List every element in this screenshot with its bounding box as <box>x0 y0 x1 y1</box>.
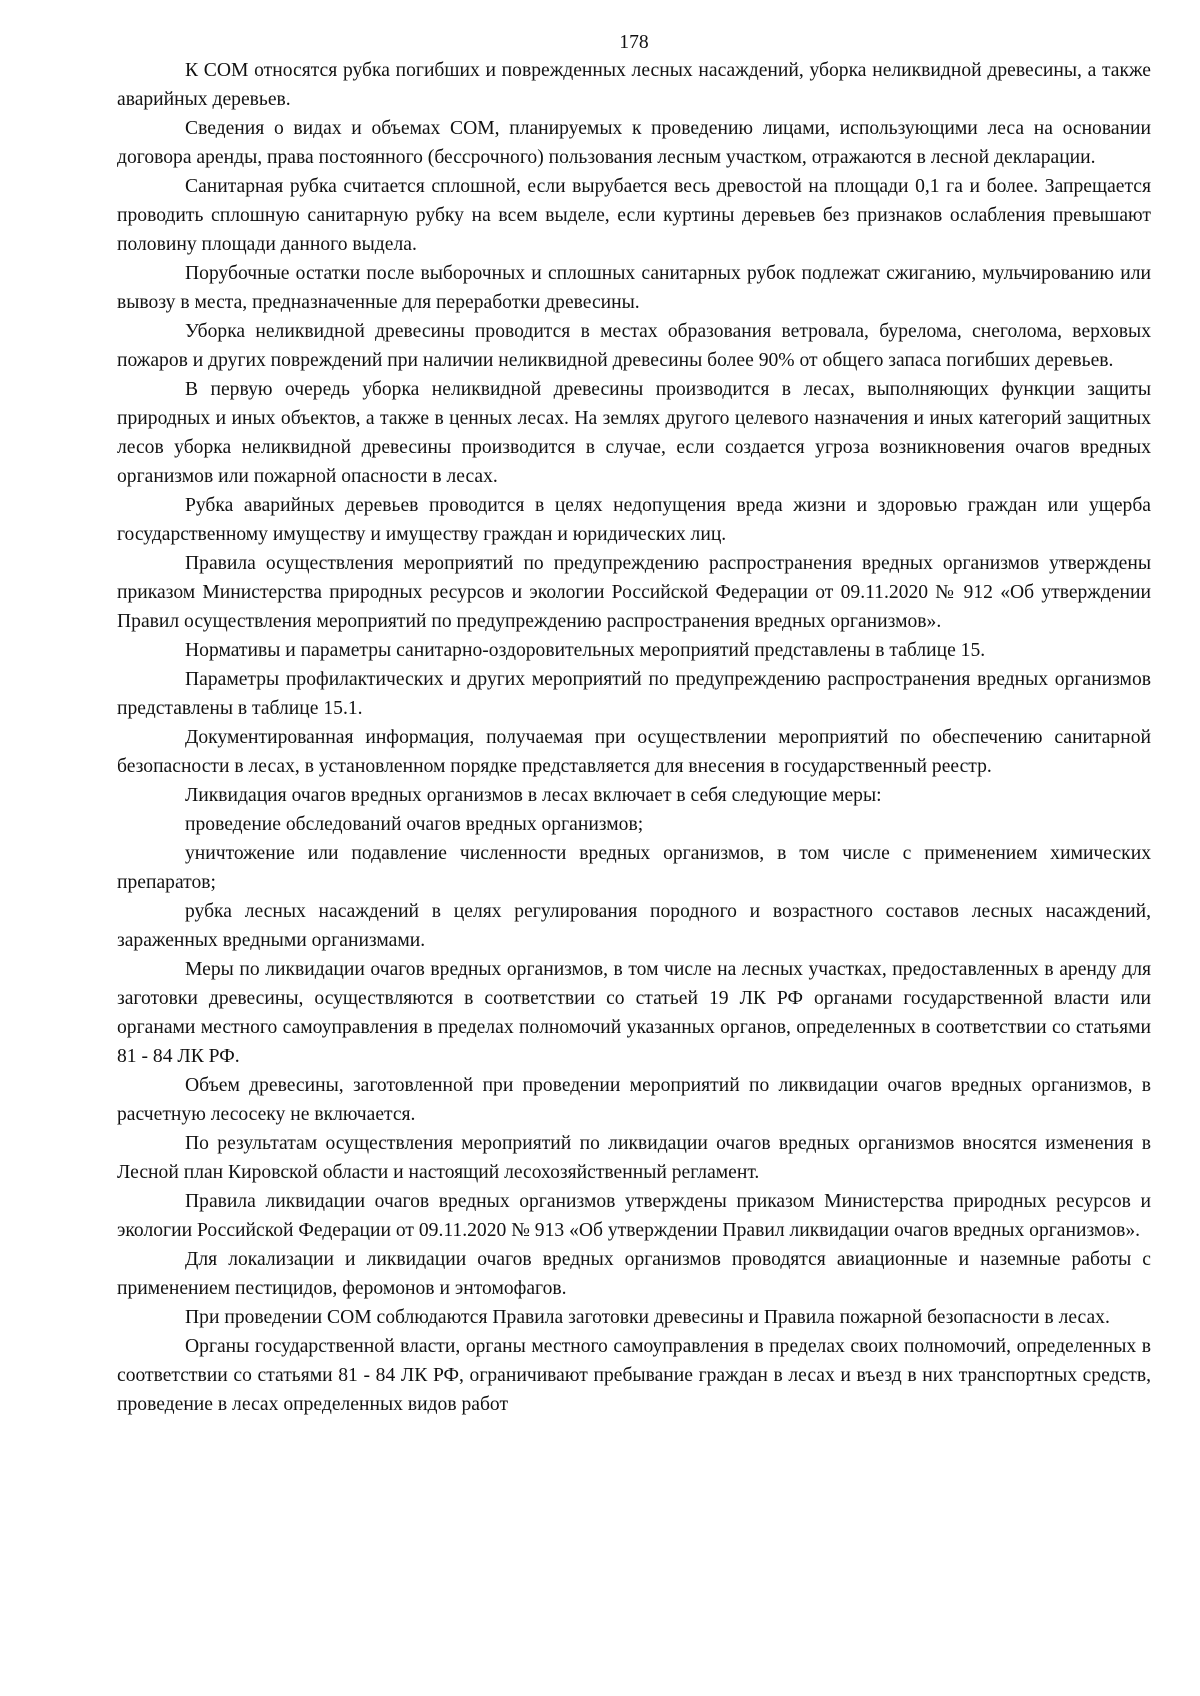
paragraph: Объем древесины, заготовленной при проведении мероприятий по ликвидации очагов вредных организмов, в расчетную лесосеку не включается. <box>117 1075 1151 1125</box>
paragraph: Уборка неликвидной древесины проводится в местах образования ветровала, бурелома, снеголома, верховых пожаров и других повреждений при наличии неликвидной древесины более 90% от общего запаса погибших деревьев. <box>117 321 1151 371</box>
paragraph: При проведении СОМ соблюдаются Правила заготовки древесины и Правила пожарной безопасности в лесах. <box>185 1307 1110 1328</box>
paragraph: Параметры профилактических и других мероприятий по предупреждению распространения вредных организмов представлены в таблице 15.1. <box>117 669 1151 719</box>
paragraph: Порубочные остатки после выборочных и сплошных санитарных рубок подлежат сжиганию, мульчированию или вывозу в места, предназначенные для переработки древесины. <box>117 263 1151 313</box>
paragraph: Сведения о видах и объемах СОМ, планируемых к проведению лицами, использующими леса на основании договора аренды, права постоянного (бессрочного) пользования лесным участком, отражаются в лесной декларации. <box>117 118 1151 168</box>
paragraph: К СОМ относятся рубка погибших и поврежденных лесных насаждений, уборка неликвидной древесины, а также аварийных деревьев. <box>117 60 1151 110</box>
paragraph: Рубка аварийных деревьев проводится в целях недопущения вреда жизни и здоровью граждан или ущерба государственному имуществу и имуществу граждан и юридических лиц. <box>117 495 1151 545</box>
document-page <box>117 30 1151 1419</box>
list-item: уничтожение или подавление численности вредных организмов, в том числе с применением химических препаратов; <box>117 843 1151 893</box>
paragraph: Правила ликвидации очагов вредных организмов утверждены приказом Министерства природных ресурсов и экологии Российской Федерации от 09.11.2020 № 913 «Об утверждении Правил ликвидации очагов вредных организмов». <box>117 1191 1151 1241</box>
paragraph: В первую очередь уборка неликвидной древесины производится в лесах, выполняющих функции защиты природных и иных объектов, а также в ценных лесах. На землях другого целевого назначения и иных категорий защитных лесов уборка неликвидной древесины производится в случае, если создается угроза возникновения очагов вредных организмов или пожарной опасности в лесах. <box>117 379 1151 487</box>
list-item: рубка лесных насаждений в целях регулирования породного и возрастного составов лесных насаждений, зараженных вредными организмами. <box>117 901 1151 951</box>
list-item: проведение обследований очагов вредных организмов; <box>185 814 644 835</box>
paragraph: Санитарная рубка считается сплошной, если вырубается весь древостой на площади 0,1 га и более. Запрещается проводить сплошную санитарную рубку на всем выделе, если куртины деревьев без признаков ослабления превышают половину площади данного выдела. <box>117 176 1151 255</box>
paragraph: Нормативы и параметры санитарно-оздоровительных мероприятий представлены в таблице 15. <box>185 640 986 661</box>
paragraph: По результатам осуществления мероприятий по ликвидации очагов вредных организмов вносятся изменения в Лесной план Кировской области и настоящий лесохозяйственный регламент. <box>117 1133 1151 1183</box>
paragraph: Ликвидация очагов вредных организмов в лесах включает в себя следующие меры: <box>185 785 882 806</box>
page-number: 178 <box>619 32 649 53</box>
paragraph: Правила осуществления мероприятий по предупреждению распространения вредных организмов утверждены приказом Министерства природных ресурсов и экологии Российской Федерации от 09.11.2020 № 912 «Об утверждении Правил осуществления мероприятий по предупреждению распространения вредных организмов». <box>117 553 1151 632</box>
paragraph: Для локализации и ликвидации очагов вредных организмов проводятся авиационные и наземные работы с применением пестицидов, феромонов и энтомофагов. <box>117 1249 1151 1299</box>
paragraph: Органы государственной власти, органы местного самоуправления в пределах своих полномочий, определенных в соответствии со статьями 81 - 84 ЛК РФ, ограничивают пребывание граждан в лесах и въезд в них транспортных средств, проведение в лесах определенных видов работ <box>117 1336 1151 1415</box>
paragraph: Документированная информация, получаемая при осуществлении мероприятий по обеспечению санитарной безопасности в лесах, в установленном порядке представляется для внесения в государственный реестр. <box>117 727 1151 777</box>
paragraph: Меры по ликвидации очагов вредных организмов, в том числе на лесных участках, предоставленных в аренду для заготовки древесины, осуществляются в соответствии со статьей 19 ЛК РФ органами государственной власти или органами местного самоуправления в пределах полномочий указанных органов, определенных в соответствии со статьями 81 - 84 ЛК РФ. <box>117 959 1151 1067</box>
